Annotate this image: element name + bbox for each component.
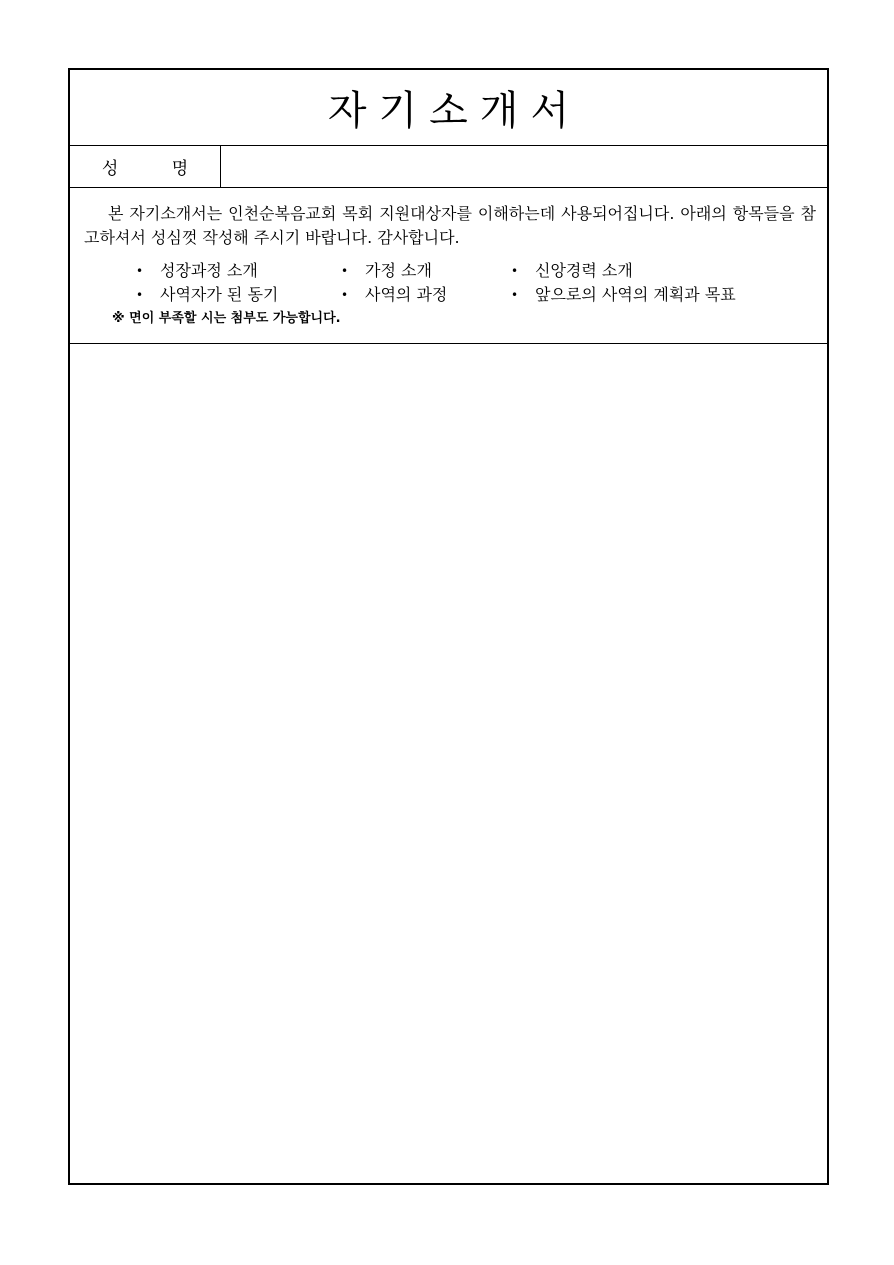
name-field[interactable]	[221, 146, 827, 187]
writing-area[interactable]	[70, 344, 827, 1183]
bullet-icon: •	[136, 264, 144, 278]
topic-item	[511, 260, 801, 282]
bullet-icon: •	[341, 288, 349, 302]
topic-item	[511, 284, 801, 306]
topic-label: 사역자가 된 동기	[160, 285, 279, 304]
bullet-icon: •	[341, 264, 349, 278]
self-introduction-form	[68, 68, 829, 1185]
topic-item	[341, 284, 511, 306]
topic-item	[341, 260, 511, 282]
topic-list	[136, 260, 816, 306]
topic-label: 성장과정 소개	[160, 261, 258, 280]
topic-label: 신앙경력 소개	[535, 261, 633, 280]
name-label: 성 명	[70, 146, 221, 187]
attachment-note: ※ 면이 부족할 시는 첨부도 가능합니다.	[112, 311, 341, 326]
name-row	[70, 146, 827, 188]
bullet-icon: •	[511, 264, 519, 278]
bullet-icon: •	[136, 288, 144, 302]
topic-label: 앞으로의 사역의 계획과 목표	[535, 285, 736, 304]
bullet-icon: •	[511, 288, 519, 302]
topic-label: 가정 소개	[365, 261, 432, 280]
instructions-section	[70, 188, 827, 344]
document-title: 자기소개서	[327, 88, 582, 134]
topic-item	[136, 260, 341, 282]
topic-label: 사역의 과정	[365, 285, 448, 304]
topic-item	[136, 284, 341, 306]
title-row	[70, 70, 827, 146]
intro-text: 본 자기소개서는 인천순복음교회 목회 지원대상자를 이해하는데 사용되어집니다. 아래의 항목들을 참고하셔서 성심껏 작성해 주시기 바랍니다. 감사합니다.	[84, 204, 816, 247]
